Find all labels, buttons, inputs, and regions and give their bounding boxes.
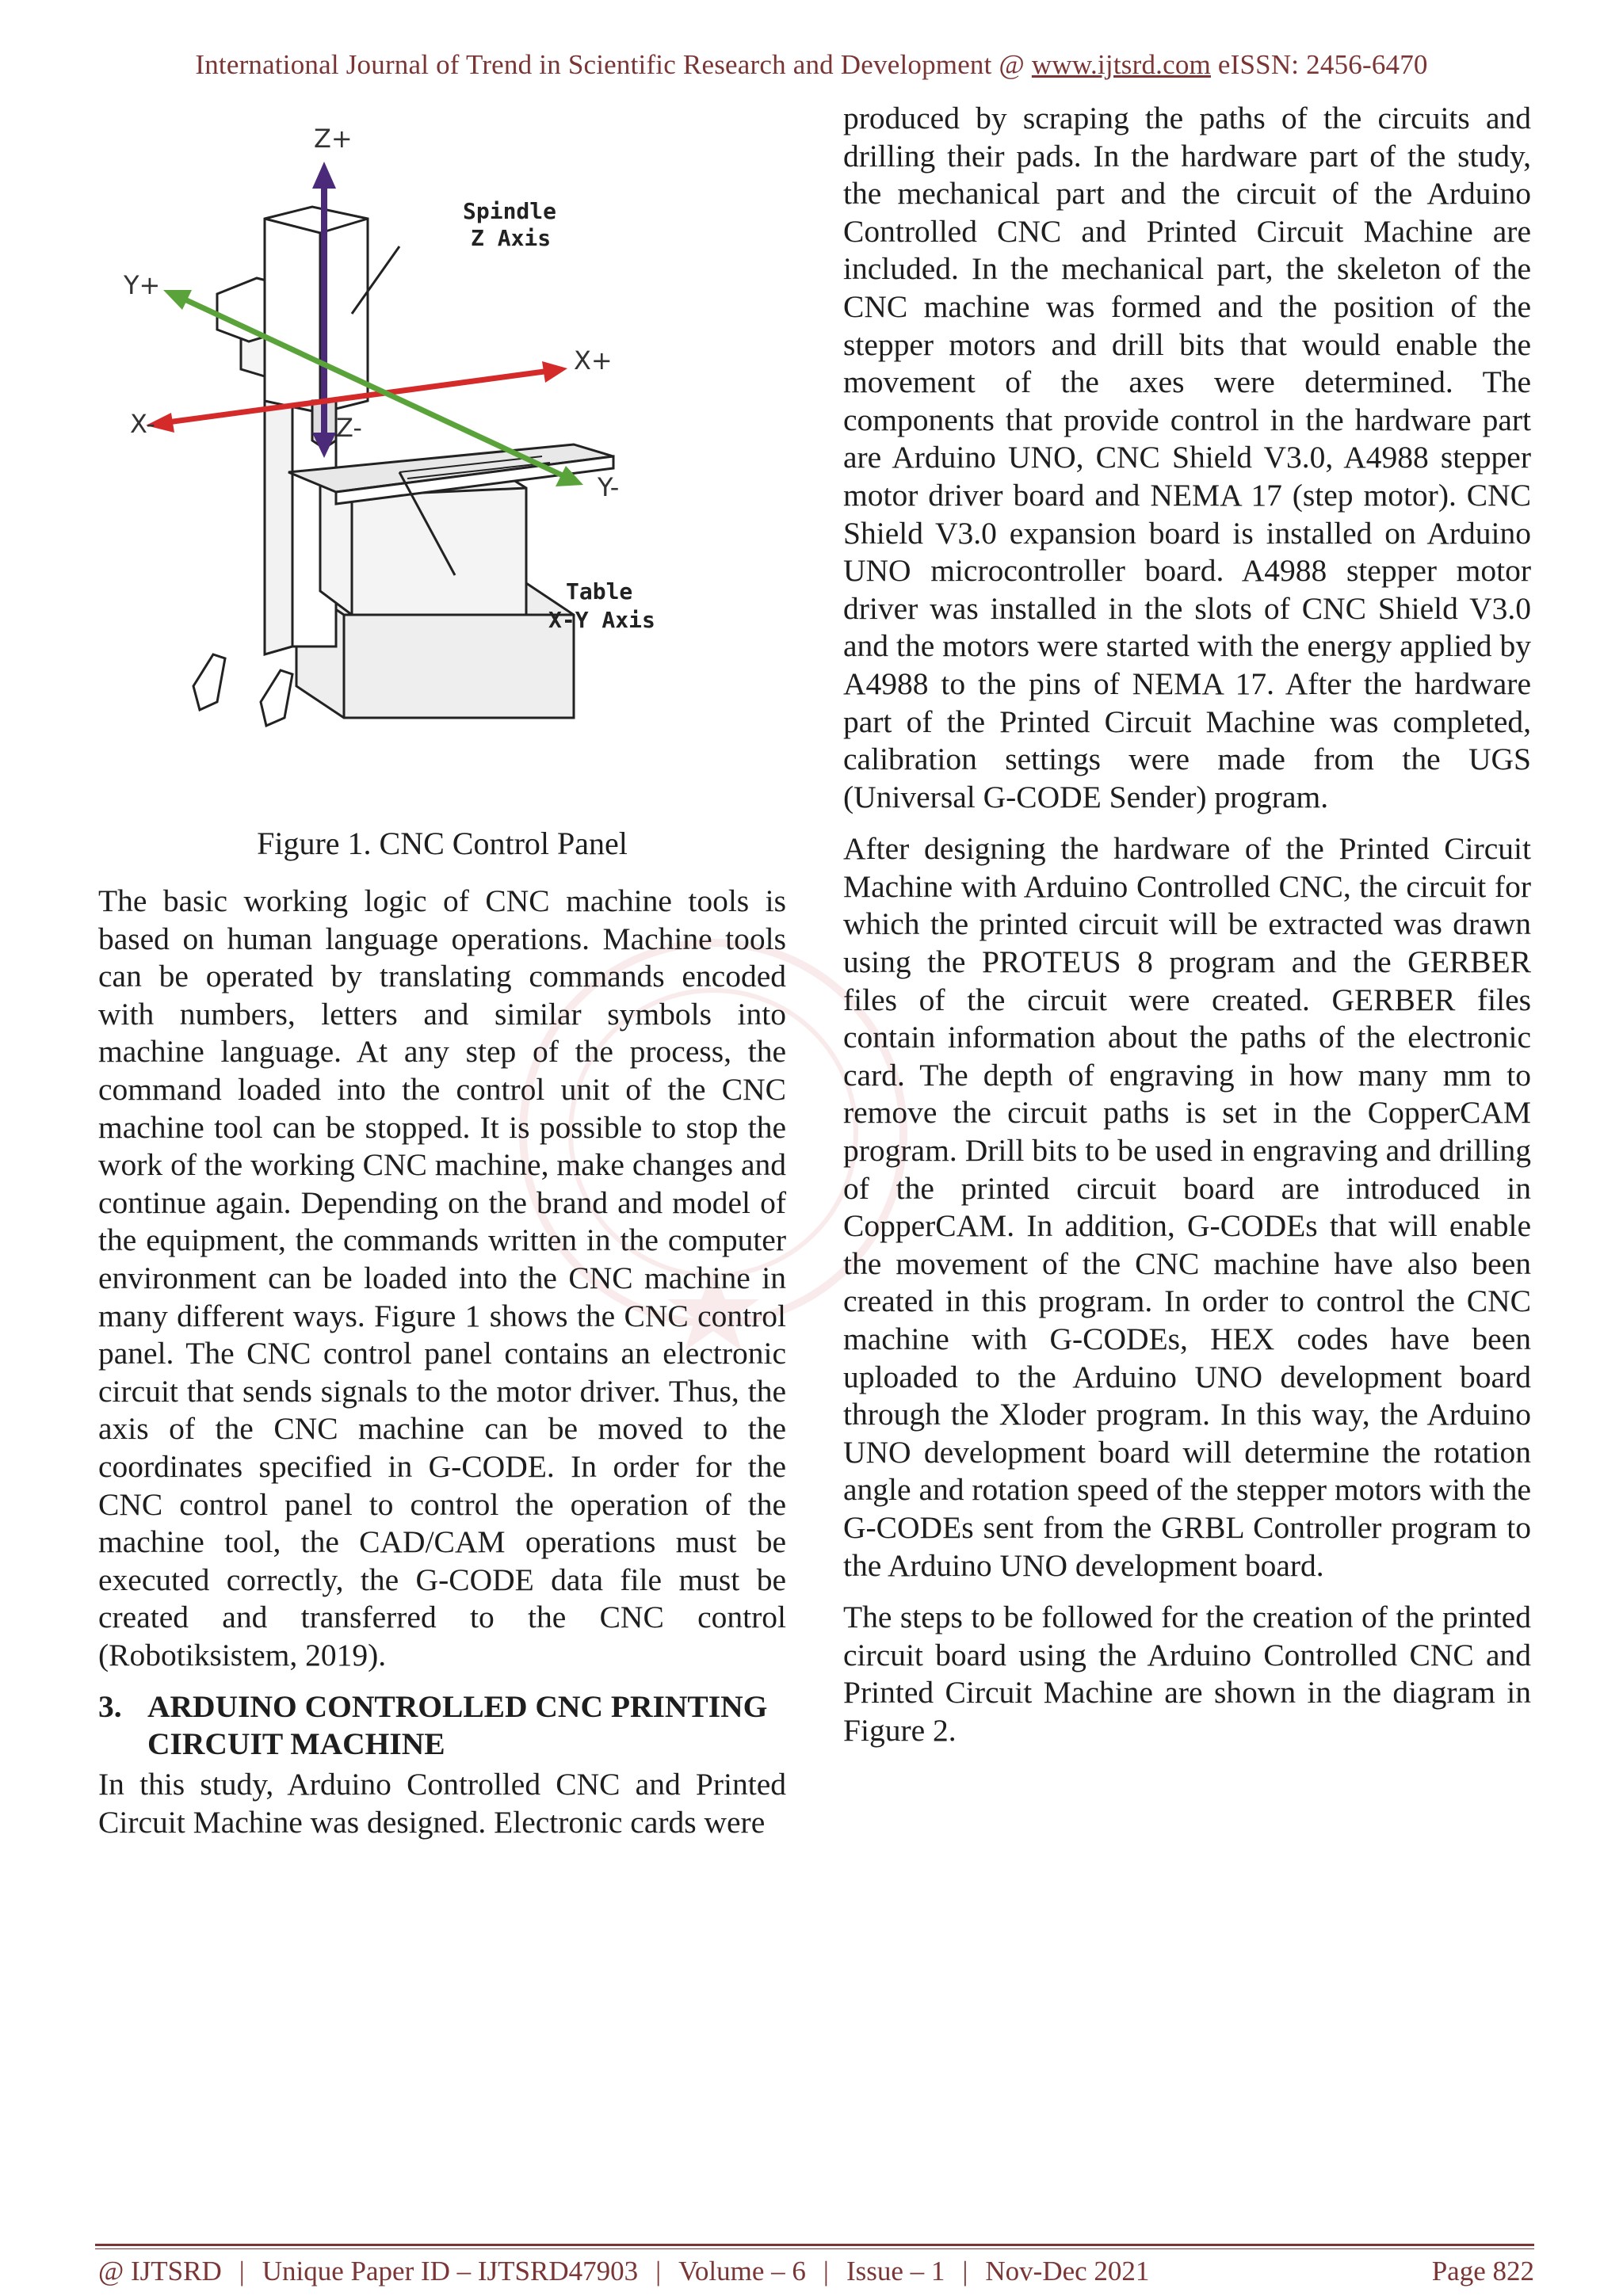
section-number: 3. bbox=[98, 1689, 122, 1725]
footer-date: Nov-Dec 2021 bbox=[985, 2256, 1150, 2286]
footer-issue: Issue – 1 bbox=[846, 2256, 945, 2286]
footer-paper-id: Unique Paper ID – IJTSRD47903 bbox=[262, 2256, 639, 2286]
y-minus-label: Y- bbox=[598, 472, 620, 502]
footer-separator: | bbox=[239, 2256, 245, 2286]
table-label-line2: X-Y Axis bbox=[548, 607, 655, 633]
header-issn: eISSN: 2456-6470 bbox=[1210, 49, 1428, 80]
section-title: ARDUINO CONTROLLED CNC PRINTING CIRCUIT MACHINE bbox=[147, 1689, 768, 1762]
left-column bbox=[98, 100, 786, 1840]
y-axis-line bbox=[181, 298, 566, 477]
journal-website-link[interactable]: www.ijtsrd.com bbox=[1031, 49, 1211, 80]
figure-1 bbox=[98, 100, 786, 749]
x-plus-arrowhead bbox=[542, 361, 567, 383]
figure-1-caption: Figure 1. CNC Control Panel bbox=[257, 826, 628, 861]
left-paragraph-1: The basic working logic of CNC machine tools is based on human language operations. Machine tools can be operated by translating commands encoded with numbers, letters and similar symbols into machine language. At any step of the process, the command loaded into the control unit of the CNC machine tool can be stopped. It is possible to stop the work of the working CNC machine, make changes and continue again. Depending on the brand and model of the equipment, the commands written in the computer environment can be loaded into the CNC machine in many different ways. Figure 1 shows the CNC control panel. The CNC control panel contains an electronic circuit that sends signals to the motor driver. Thus, the axis of the CNC machine can be moved to the coordinates specified in G-CODE. In order for the CNC control panel to control the operation of the machine tool, the CAD/CAM operations must be executed correctly, the G-CODE data file must be created and transferred to the CNC control (Robotiksistem, 2019). bbox=[98, 883, 786, 1672]
z-minus-label: Z- bbox=[336, 413, 362, 443]
machine-foot-right bbox=[261, 670, 292, 726]
y-plus-label: Y+ bbox=[124, 270, 161, 300]
z-plus-arrowhead bbox=[312, 162, 336, 189]
left-paragraph-2: In this study, Arduino Controlled CNC and Printed Circuit Machine was designed. Electronic cards were bbox=[98, 1767, 786, 1840]
footer-separator: | bbox=[655, 2256, 662, 2286]
right-paragraph-3: The steps to be followed for the creation of the printed circuit board using the Arduino Controlled CNC and Printed Circuit Machine are shown in the diagram in Figure 2. bbox=[843, 1600, 1531, 1748]
cnc-milling-machine-illustration bbox=[98, 100, 786, 749]
footer-separator: | bbox=[962, 2256, 968, 2286]
footer-rule bbox=[95, 2244, 1534, 2246]
footer-page-number: Page 822 bbox=[1431, 2256, 1534, 2286]
z-plus-label: Z+ bbox=[314, 124, 353, 154]
table-label-line1: Table bbox=[566, 578, 633, 605]
spindle-label-line2: Z Axis bbox=[471, 225, 552, 251]
x-plus-label: X+ bbox=[574, 345, 613, 376]
x-minus-label: X- bbox=[130, 409, 155, 439]
machine-foot-left bbox=[193, 654, 225, 710]
footer-volume: Volume – 6 bbox=[678, 2256, 806, 2286]
spindle-label-line1: Spindle bbox=[463, 198, 557, 224]
spindle-head bbox=[265, 207, 368, 413]
footer-journal: @ IJTSRD bbox=[98, 2256, 222, 2286]
right-paragraph-2: After designing the hardware of the Printed Circuit Machine with Arduino Controlled CNC, the circuit for which the printed circuit will be extracted was drawn using the PROTEUS 8 program and the GERBER files of the circuit were created. GERBER files contain information about the paths of the electronic card. The depth of engraving in how many mm to remove the circuit paths is set in the CopperCAM program. Drill bits to be used in engraving and drilling of the printed circuit board are introduced in CopperCAM. In addition, G-CODEs that will enable the movement of the CNC machine have also been created in this program. In order to control the CNC machine with G-CODEs, HEX codes have been uploaded to the Arduino UNO development board through the Xloder program. In this way, the Arduino UNO development board will determine the rotation angle and rotation speed of the stepper motors with the G-CODEs sent from the GRBL Controller program to the Arduino UNO development board. bbox=[843, 831, 1531, 1583]
right-paragraph-1: produced by scraping the paths of the circuits and drilling their pads. In the hardware part of the study, the mechanical part and the circuit of the Arduino Controlled CNC and Printed Circuit Machine are included. In the mechanical part, the skeleton of the CNC machine was formed and the position of the stepper motors and drill bits that would enable the movement of the axes were determined. The components that provide control in the hardware part are Arduino UNO, CNC Shield V3.0, A4988 stepper motor driver board and NEMA 17 (step motor). CNC Shield V3.0 expansion board is installed on Arduino UNO microcontroller board. A4988 stepper motor driver was installed in the slots of CNC Shield V3.0 and the motors were started with the energy applied by A4988 to the pins of NEMA 17. After the hardware part of the Printed Circuit Machine was completed, calibration settings were made from the UGS (Universal G-CODE Sender) program. bbox=[843, 101, 1531, 814]
header-journal-title: International Journal of Trend in Scientific Research and Development @ bbox=[195, 49, 1032, 80]
section-heading bbox=[98, 1688, 786, 1763]
right-column bbox=[843, 100, 1531, 1764]
running-header bbox=[0, 49, 1623, 81]
left-body-text bbox=[98, 883, 786, 1856]
running-footer bbox=[98, 2252, 1534, 2290]
footer-separator: | bbox=[823, 2256, 829, 2286]
footer-rule-thin bbox=[95, 2248, 1534, 2249]
